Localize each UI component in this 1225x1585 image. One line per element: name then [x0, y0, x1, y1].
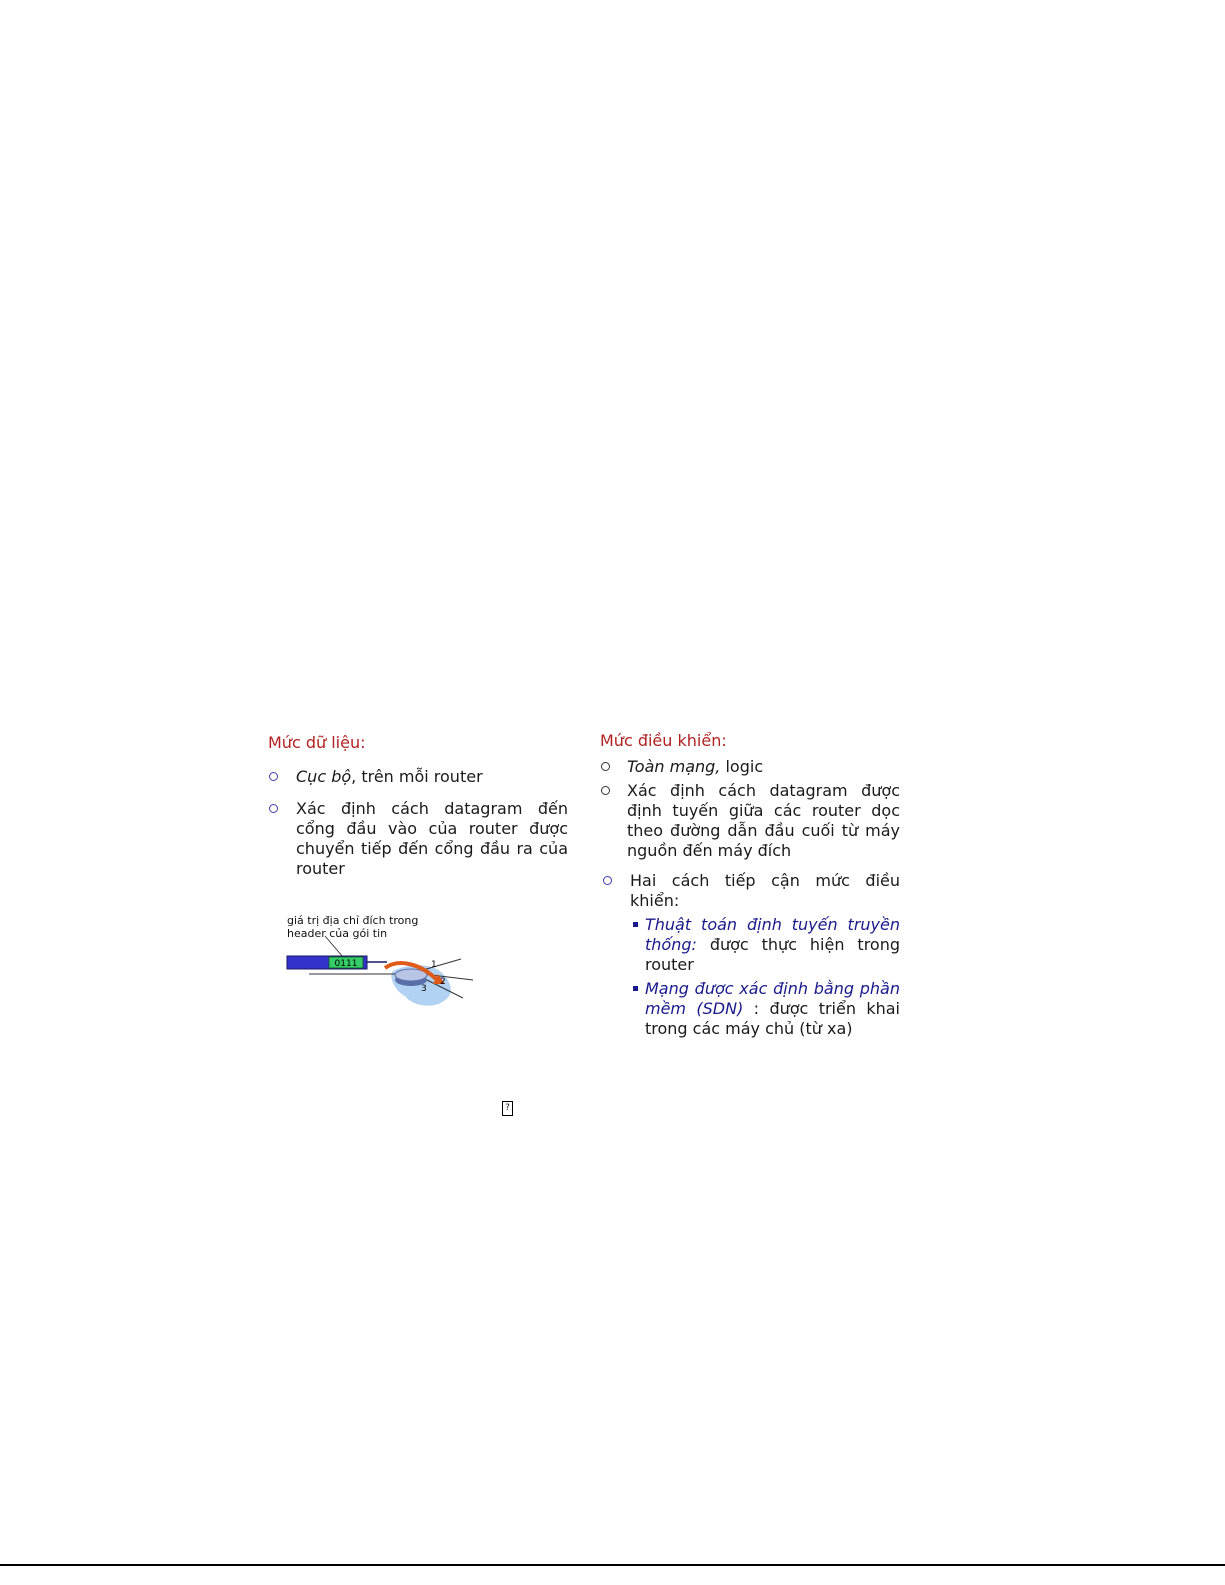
output-link-1	[423, 959, 461, 970]
circle-bullet-icon	[601, 786, 610, 795]
bullet-text: , trên mỗi router	[351, 767, 483, 786]
control-plane-bullet-routing	[600, 781, 900, 861]
control-plane-bullet-approaches	[600, 871, 900, 1039]
bullet-text: Xác định cách datagram đến cổng đầu vào của router được chuyển tiếp đến cổng đầu ra của router	[296, 799, 568, 878]
bullet-italic: Toàn mạng,	[627, 757, 721, 776]
circle-bullet-icon	[269, 804, 278, 813]
bullet-text: logic	[720, 757, 764, 776]
square-bullet-icon	[633, 986, 638, 991]
bullet-italic: Cục bộ	[296, 767, 352, 786]
header-value-caption: giá trị địa chỉ đích trong header của gói tin	[287, 914, 419, 940]
approach-italic: Thuật toán định tuyến truyền thống:	[645, 915, 900, 954]
approach-traditional	[630, 915, 900, 975]
approach-italic: Mạng được xác định bằng phần mềm (SDN)	[645, 979, 900, 1018]
router-forwarding-figure	[283, 912, 483, 1012]
missing-glyph: ?	[502, 1101, 513, 1116]
control-plane-bullet-network-wide	[600, 757, 900, 777]
port-label-2: 2	[440, 977, 446, 987]
data-plane-column	[268, 733, 568, 879]
circle-bullet-icon	[269, 772, 278, 781]
circle-bullet-icon	[603, 876, 612, 885]
circle-bullet-icon	[601, 762, 610, 771]
data-plane-bullet-forwarding	[268, 799, 568, 879]
approach-text: : được triển khai trong các máy chủ (từ xa)	[645, 999, 900, 1038]
page-bottom-rule	[0, 1564, 1225, 1566]
port-label-3: 3	[421, 984, 427, 994]
square-bullet-icon	[633, 922, 638, 927]
control-plane-heading: Mức điều khiển:	[600, 731, 727, 750]
control-plane-column	[600, 731, 900, 1039]
bullet-text: Hai cách tiếp cận mức điều khiển:	[630, 871, 900, 910]
approach-sdn	[630, 979, 900, 1039]
bullet-text: Xác định cách datagram được định tuyến giữa các router dọc theo đường dẫn đầu cuối từ máy nguồn đến máy đích	[627, 781, 900, 860]
approach-text: được thực hiện trong router	[645, 935, 900, 974]
header-value: 0111	[334, 959, 358, 969]
port-label-1: 1	[431, 960, 437, 970]
data-plane-heading: Mức dữ liệu:	[268, 733, 366, 752]
data-plane-bullet-local	[268, 767, 568, 787]
